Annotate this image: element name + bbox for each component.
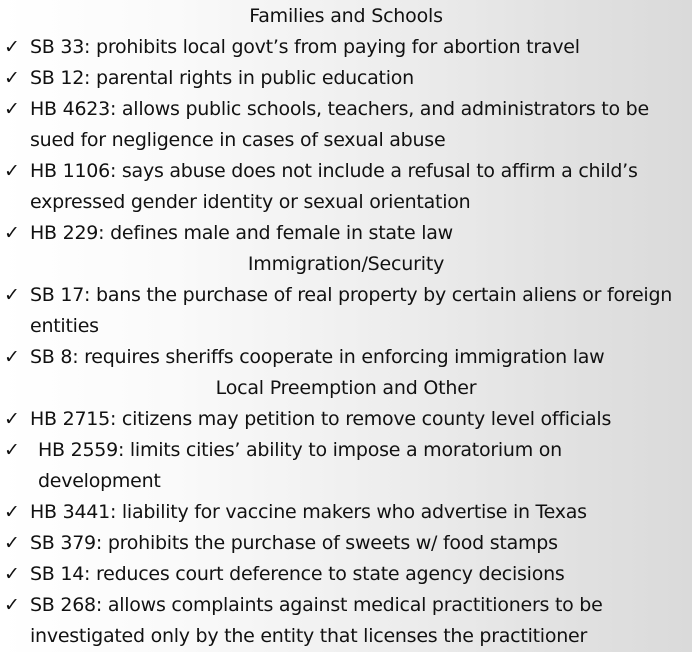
checkmark-icon: ✓: [4, 346, 20, 368]
bill-text: HB 2715: citizens may petition to remove county level officials: [30, 408, 612, 430]
bill-text: HB 3441: liability for vaccine makers who advertise in Texas: [30, 501, 587, 523]
list-item: [0, 63, 692, 94]
bill-text: SB 268: allows complaints against medical practitioners to be investigated only by the entity that licenses the practitioner: [30, 594, 603, 647]
checkmark-icon: ✓: [4, 501, 20, 523]
bill-text: SB 17: bans the purchase of real property by certain aliens or foreign entities: [30, 284, 673, 337]
list-item: [0, 528, 692, 559]
checkmark-icon: ✓: [4, 67, 20, 89]
checkmark-icon: ✓: [4, 408, 20, 430]
bill-text: SB 14: reduces court deference to state agency decisions: [30, 563, 565, 585]
checkmark-icon: ✓: [4, 439, 20, 461]
list-item: [0, 156, 692, 218]
list-item: [0, 280, 692, 342]
section-heading-families-and-schools: Families and Schools: [249, 5, 443, 27]
list-item: [0, 404, 692, 435]
bill-text: SB 12: parental rights in public education: [30, 67, 414, 89]
bill-text: HB 229: defines male and female in state law: [30, 222, 453, 244]
bill-text: SB 379: prohibits the purchase of sweets w/ food stamps: [30, 532, 558, 554]
bill-text: HB 4623: allows public schools, teachers, and administrators to be sued for negligence in cases of sexual abuse: [30, 98, 649, 151]
checkmark-icon: ✓: [4, 36, 20, 58]
checkmark-icon: ✓: [4, 594, 20, 616]
checkmark-icon: ✓: [4, 563, 20, 585]
list-item: [0, 435, 692, 497]
list-item: [0, 497, 692, 528]
section-heading-local-preemption: Local Preemption and Other: [215, 377, 477, 399]
bill-text: HB 2559: limits cities’ ability to impose a moratorium on development: [38, 439, 562, 492]
checkmark-icon: ✓: [4, 532, 20, 554]
list-item: [0, 218, 692, 249]
checkmark-icon: ✓: [4, 160, 20, 182]
checkmark-icon: ✓: [4, 222, 20, 244]
list-item: [0, 342, 692, 373]
list-item: [0, 559, 692, 590]
bill-text: SB 8: requires sheriffs cooperate in enforcing immigration law: [30, 346, 605, 368]
bill-text: HB 1106: says abuse does not include a refusal to affirm a child’s expressed gender identity or sexual orientation: [30, 160, 638, 213]
section-heading-immigration-security: Immigration/Security: [247, 253, 445, 275]
list-item: [0, 32, 692, 63]
checkmark-icon: ✓: [4, 284, 20, 306]
bill-text: SB 33: prohibits local govt’s from paying for abortion travel: [30, 36, 580, 58]
list-item: [0, 590, 692, 652]
list-item: [0, 94, 692, 156]
checkmark-icon: ✓: [4, 98, 20, 120]
